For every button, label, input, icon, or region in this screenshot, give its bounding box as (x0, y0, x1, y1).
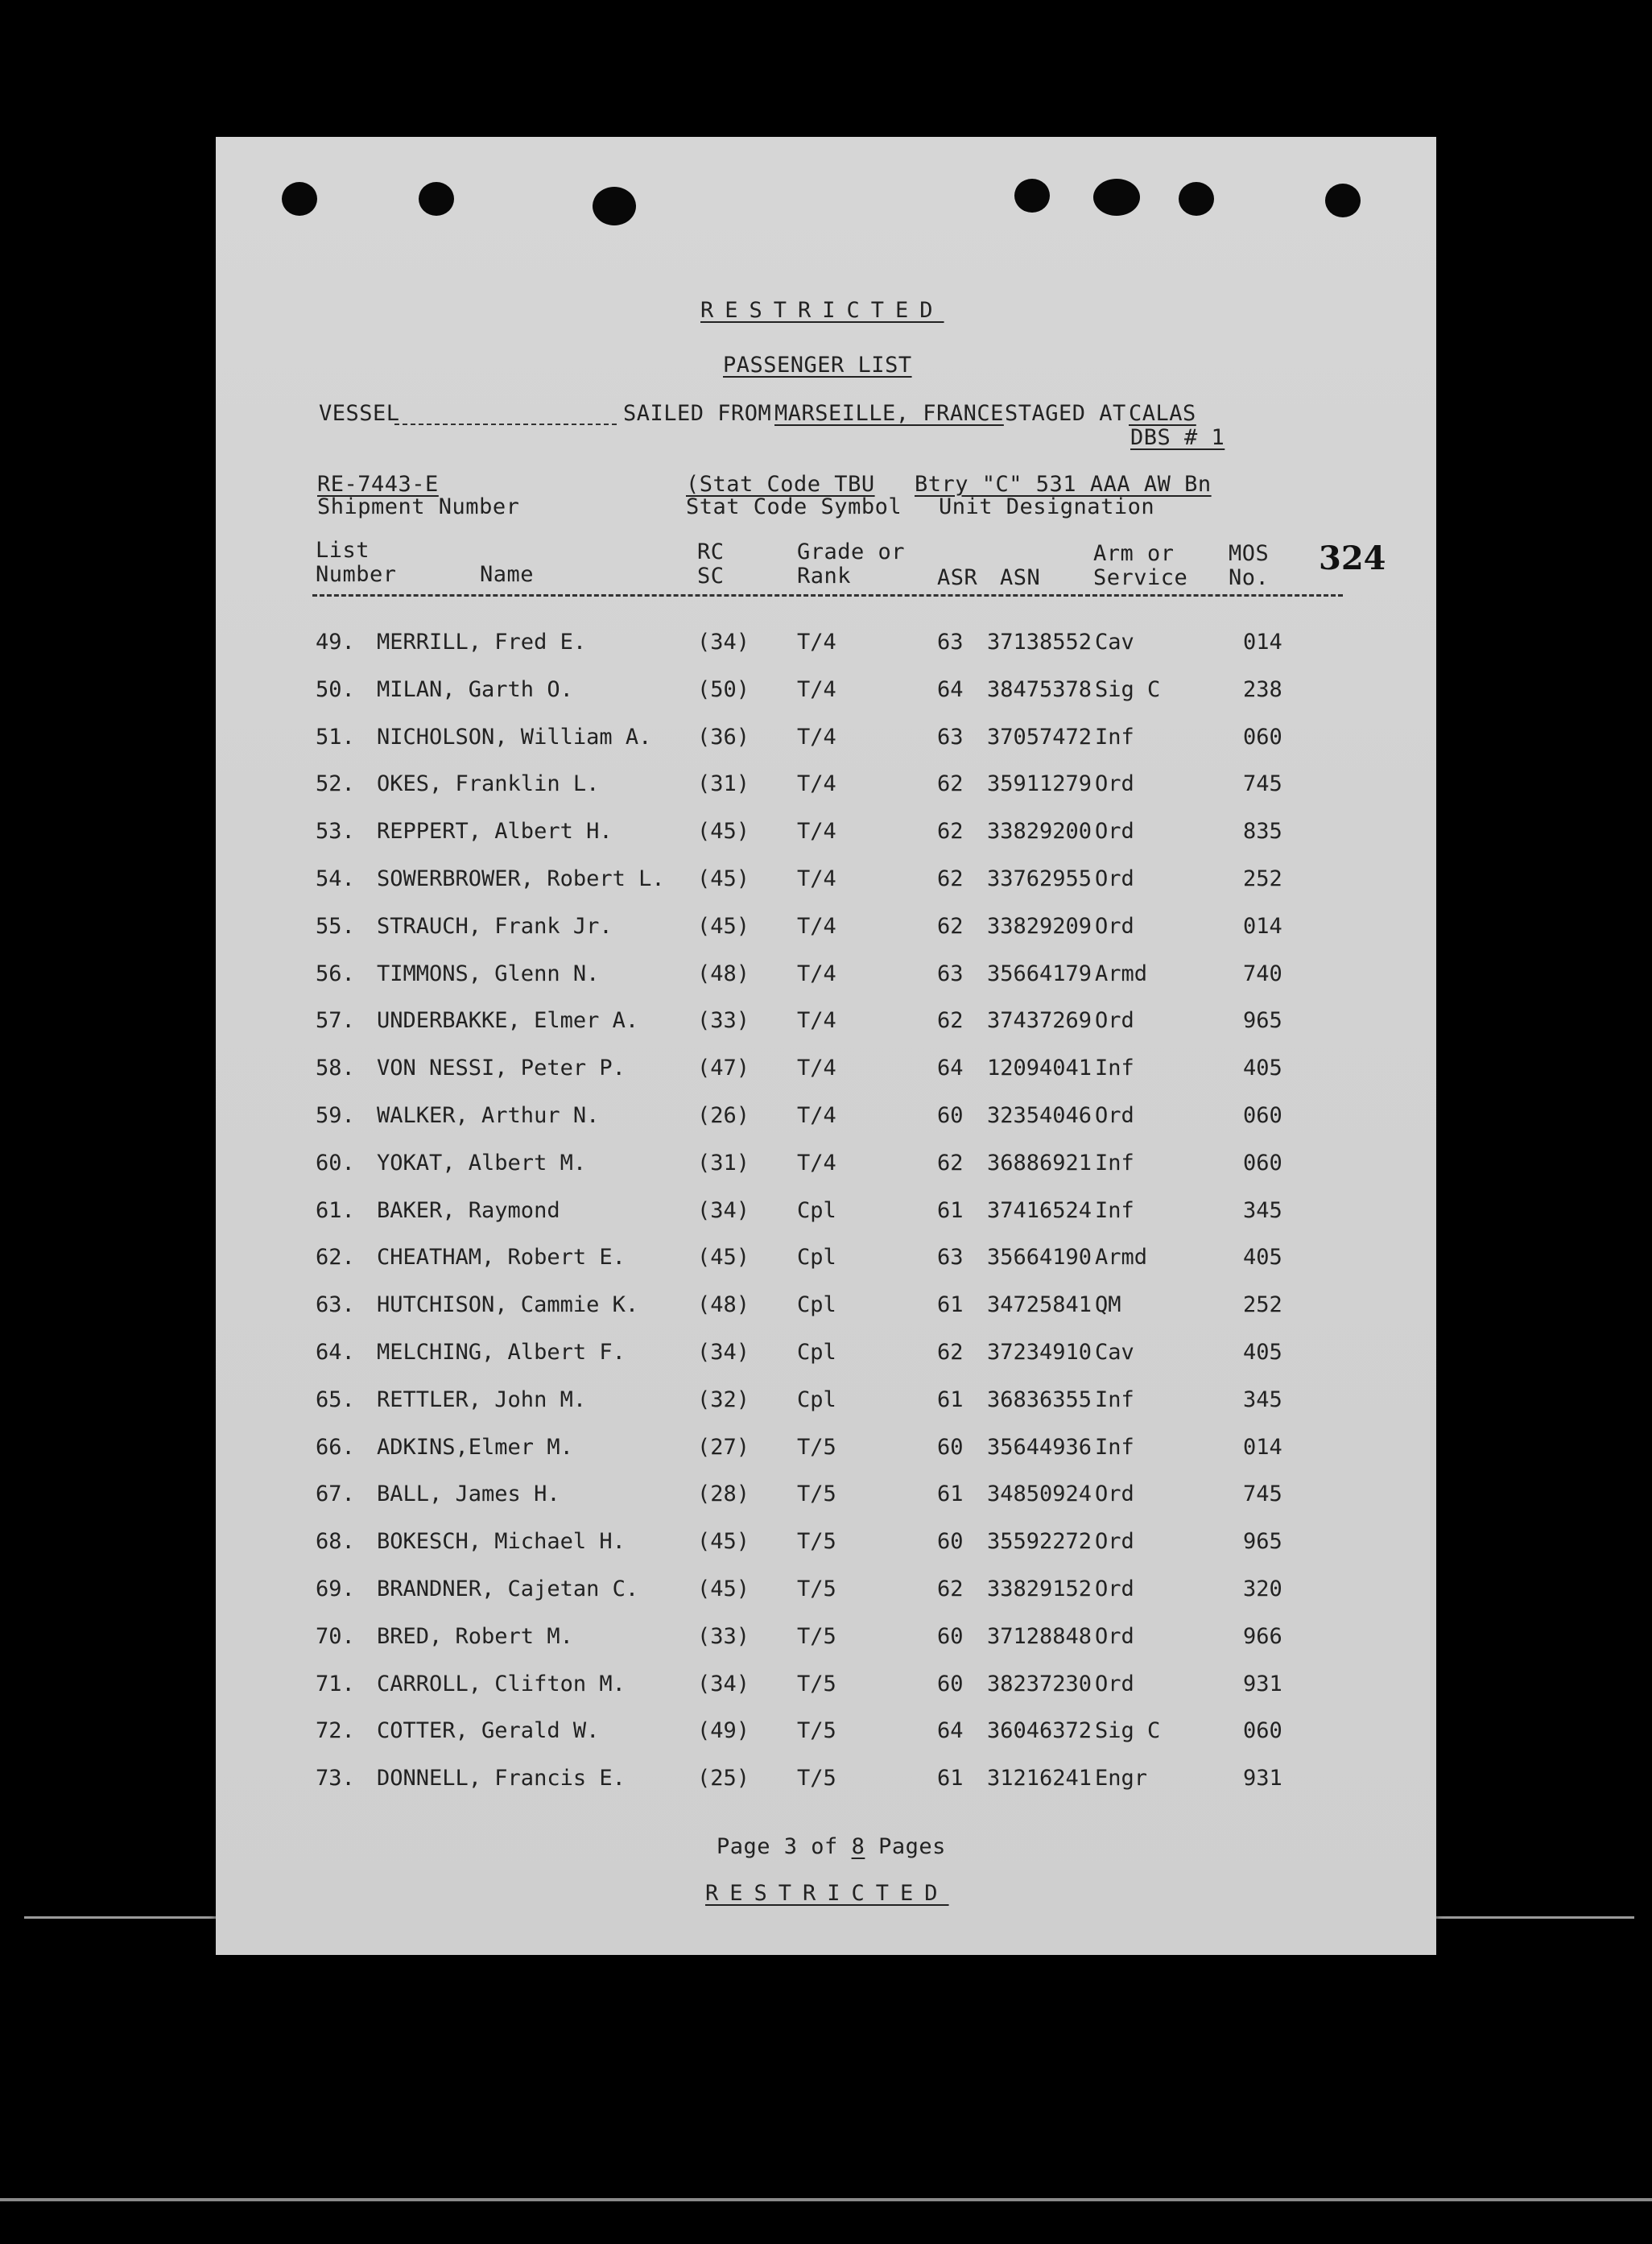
row-mos: 238 (1243, 676, 1282, 702)
row-list-number: 67. (316, 1482, 355, 1507)
row-asn: 37437269 (987, 1008, 1092, 1034)
col-grade-1: Grade or (797, 539, 906, 564)
row-name: WALKER, Arthur N. (377, 1103, 600, 1128)
row-grade: T/4 (797, 724, 836, 750)
shipment-number: RE-7443-E (317, 472, 439, 497)
row-grade: T/4 (797, 866, 836, 891)
row-rc-sc: (34) (697, 630, 750, 655)
table-row (216, 1340, 1436, 1372)
dbs-number: DBS # 1 (1130, 425, 1225, 450)
row-asn: 34725841 (987, 1292, 1092, 1318)
row-grade: T/4 (797, 1103, 836, 1128)
col-mos-2: No. (1229, 565, 1270, 590)
row-arm-service: Ord (1095, 1008, 1134, 1034)
row-mos: 745 (1243, 1482, 1282, 1507)
row-rc-sc: (31) (697, 771, 750, 797)
row-asn: 35911279 (987, 771, 1092, 797)
table-row (216, 1624, 1436, 1656)
row-asn: 36886921 (987, 1150, 1092, 1176)
row-asn: 31216241 (987, 1766, 1092, 1791)
row-arm-service: QM (1095, 1292, 1121, 1318)
row-mos: 060 (1243, 1718, 1282, 1744)
col-asr: ASR (937, 565, 978, 590)
page-count (717, 1834, 946, 1859)
row-list-number: 58. (316, 1056, 355, 1081)
row-list-number: 73. (316, 1766, 355, 1791)
row-grade: T/4 (797, 913, 836, 939)
col-name: Name (480, 562, 535, 587)
row-rc-sc: (48) (697, 961, 750, 986)
row-arm-service: Ord (1095, 1529, 1134, 1555)
row-arm-service: Ord (1095, 1671, 1134, 1696)
punch-hole (1325, 184, 1361, 217)
row-asn: 33829209 (987, 913, 1092, 939)
row-mos: 252 (1243, 1292, 1282, 1318)
row-asr: 62 (937, 913, 964, 939)
row-name: CARROLL, Clifton M. (377, 1671, 626, 1696)
row-asn: 34850924 (987, 1482, 1092, 1507)
row-asr: 60 (937, 1623, 964, 1649)
table-row (216, 677, 1436, 709)
row-name: MERRILL, Fred E. (377, 630, 587, 655)
row-name: BRANDNER, Cajetan C. (377, 1577, 639, 1601)
row-asr: 64 (937, 1718, 964, 1744)
row-name: NICHOLSON, William A. (377, 724, 652, 750)
table-row (216, 725, 1436, 757)
restricted-footer: RESTRICTED (705, 1881, 949, 1906)
row-grade: T/4 (797, 630, 836, 655)
document-title: PASSENGER LIST (723, 353, 912, 378)
row-arm-service: Cav (1095, 630, 1134, 655)
row-grade: Cpl (797, 1386, 836, 1412)
row-arm-service: Inf (1095, 724, 1134, 750)
table-row (216, 1198, 1436, 1230)
table-row (216, 1766, 1436, 1798)
row-asn: 37128848 (987, 1623, 1092, 1649)
row-mos: 405 (1243, 1245, 1282, 1271)
row-grade: T/4 (797, 771, 836, 797)
row-list-number: 59. (316, 1103, 355, 1128)
row-asr: 63 (937, 724, 964, 750)
row-arm-service: Ord (1095, 1103, 1134, 1128)
row-list-number: 57. (316, 1008, 355, 1034)
table-row (216, 1672, 1436, 1704)
row-rc-sc: (26) (697, 1103, 750, 1128)
table-row (216, 1056, 1436, 1088)
row-grade: Cpl (797, 1197, 836, 1223)
row-name: RETTLER, John M. (377, 1386, 587, 1412)
shipment-number-label: Shipment Number (317, 494, 520, 519)
row-rc-sc: (45) (697, 866, 750, 891)
row-arm-service: Inf (1095, 1150, 1134, 1176)
row-list-number: 68. (316, 1529, 355, 1555)
row-mos: 405 (1243, 1340, 1282, 1365)
row-rc-sc: (50) (697, 676, 750, 702)
col-arm-2: Service (1093, 565, 1188, 590)
col-list-number-1: List (316, 538, 370, 563)
vessel-label: VESSEL (319, 401, 400, 426)
row-mos: 835 (1243, 819, 1282, 845)
row-asn: 37057472 (987, 724, 1092, 750)
row-rc-sc: (28) (697, 1482, 750, 1507)
row-list-number: 66. (316, 1434, 355, 1460)
row-rc-sc: (45) (697, 1245, 750, 1271)
row-list-number: 72. (316, 1718, 355, 1744)
staged-at-label: STAGED AT (1005, 401, 1126, 426)
row-name: VON NESSI, Peter P. (377, 1056, 626, 1081)
row-arm-service: Inf (1095, 1197, 1134, 1223)
row-grade: T/5 (797, 1671, 836, 1696)
row-arm-service: Armd (1095, 1245, 1148, 1271)
table-row (216, 1387, 1436, 1420)
punch-hole (1179, 182, 1214, 216)
row-asr: 63 (937, 630, 964, 655)
table-row (216, 1292, 1436, 1324)
row-name: STRAUCH, Frank Jr. (377, 913, 613, 939)
table-row (216, 1529, 1436, 1561)
row-asr: 62 (937, 866, 964, 891)
row-asr: 64 (937, 1056, 964, 1081)
row-mos: 014 (1243, 1434, 1282, 1460)
row-name: BRED, Robert M. (377, 1623, 573, 1649)
page-stamp-number: 324 (1319, 539, 1386, 577)
row-mos: 320 (1243, 1577, 1282, 1601)
row-arm-service: Sig C (1095, 1718, 1161, 1744)
row-asn: 35644936 (987, 1434, 1092, 1460)
row-mos: 966 (1243, 1623, 1282, 1649)
table-row (216, 1008, 1436, 1040)
row-asr: 62 (937, 1577, 964, 1601)
row-mos: 745 (1243, 771, 1282, 797)
row-asr: 62 (937, 1150, 964, 1176)
row-list-number: 64. (316, 1340, 355, 1365)
row-arm-service: Inf (1095, 1056, 1134, 1081)
row-arm-service: Ord (1095, 1482, 1134, 1507)
row-rc-sc: (49) (697, 1718, 750, 1744)
table-row (216, 630, 1436, 662)
stat-code: (Stat Code TBU (686, 472, 875, 497)
row-grade: T/5 (797, 1434, 836, 1460)
row-asn: 38475378 (987, 676, 1092, 702)
row-mos: 014 (1243, 630, 1282, 655)
row-mos: 345 (1243, 1386, 1282, 1412)
table-row (216, 1245, 1436, 1277)
table-row (216, 1577, 1436, 1609)
row-list-number: 53. (316, 819, 355, 845)
unit-designation: Btry "C" 531 AAA AW Bn (915, 472, 1212, 497)
row-list-number: 54. (316, 866, 355, 891)
row-name: CHEATHAM, Robert E. (377, 1245, 626, 1271)
row-asr: 63 (937, 961, 964, 986)
punch-hole (1093, 179, 1140, 216)
row-grade: T/4 (797, 1056, 836, 1081)
row-asn: 33829152 (987, 1577, 1092, 1601)
table-row (216, 1718, 1436, 1750)
table-row (216, 914, 1436, 946)
row-name: BOKESCH, Michael H. (377, 1529, 626, 1555)
row-asr: 62 (937, 771, 964, 797)
row-asn: 35664179 (987, 961, 1092, 986)
sailed-from-value: MARSEILLE, FRANCE (774, 401, 1004, 426)
row-mos: 931 (1243, 1671, 1282, 1696)
row-arm-service: Inf (1095, 1434, 1134, 1460)
row-arm-service: Ord (1095, 1577, 1134, 1601)
table-row (216, 961, 1436, 994)
punch-hole (593, 187, 636, 225)
col-rc-1: RC (697, 539, 725, 564)
row-grade: Cpl (797, 1340, 836, 1365)
row-grade: T/4 (797, 676, 836, 702)
row-grade: T/5 (797, 1766, 836, 1791)
col-rc-2: SC (697, 564, 725, 589)
row-asn: 37138552 (987, 630, 1092, 655)
stat-code-label: Stat Code Symbol (686, 494, 902, 519)
row-name: DONNELL, Francis E. (377, 1766, 626, 1791)
row-asr: 61 (937, 1766, 964, 1791)
row-grade: T/4 (797, 1008, 836, 1034)
row-asn: 37416524 (987, 1197, 1092, 1223)
row-rc-sc: (32) (697, 1386, 750, 1412)
row-list-number: 61. (316, 1197, 355, 1223)
row-rc-sc: (45) (697, 1529, 750, 1555)
row-arm-service: Ord (1095, 819, 1134, 845)
punch-hole (1014, 179, 1050, 213)
sailed-from-label: SAILED FROM (623, 401, 772, 426)
row-grade: T/5 (797, 1577, 836, 1601)
row-mos: 405 (1243, 1056, 1282, 1081)
row-arm-service: Ord (1095, 913, 1134, 939)
row-rc-sc: (36) (697, 724, 750, 750)
row-asr: 60 (937, 1103, 964, 1128)
row-asn: 35664190 (987, 1245, 1092, 1271)
row-asr: 61 (937, 1482, 964, 1507)
row-list-number: 62. (316, 1245, 355, 1271)
table-row (216, 866, 1436, 899)
row-rc-sc: (27) (697, 1434, 750, 1460)
punch-hole (419, 182, 454, 216)
row-list-number: 56. (316, 961, 355, 986)
row-list-number: 63. (316, 1292, 355, 1318)
page-total: 8 (851, 1834, 865, 1859)
row-mos: 060 (1243, 1150, 1282, 1176)
table-row (216, 1103, 1436, 1135)
row-list-number: 60. (316, 1150, 355, 1176)
row-rc-sc: (48) (697, 1292, 750, 1318)
unit-designation-label: Unit Designation (939, 494, 1155, 519)
header-divider (312, 594, 1343, 597)
row-asr: 62 (937, 819, 964, 845)
staged-at-value: CALAS (1129, 401, 1196, 426)
row-list-number: 70. (316, 1623, 355, 1649)
row-arm-service: Inf (1095, 1386, 1134, 1412)
row-arm-service: Engr (1095, 1766, 1148, 1791)
row-asn: 38237230 (987, 1671, 1092, 1696)
row-name: YOKAT, Albert M. (377, 1150, 587, 1176)
table-row (216, 1435, 1436, 1467)
row-list-number: 55. (316, 913, 355, 939)
row-asn: 33829200 (987, 819, 1092, 845)
row-mos: 965 (1243, 1529, 1282, 1555)
row-list-number: 49. (316, 630, 355, 655)
row-mos: 345 (1243, 1197, 1282, 1223)
row-name: ADKINS,Elmer M. (377, 1434, 573, 1460)
col-asn: ASN (1000, 565, 1041, 590)
row-name: TIMMONS, Glenn N. (377, 961, 600, 986)
row-asn: 12094041 (987, 1056, 1092, 1081)
row-asr: 61 (937, 1386, 964, 1412)
row-list-number: 71. (316, 1671, 355, 1696)
row-arm-service: Armd (1095, 961, 1148, 986)
row-asn: 37234910 (987, 1340, 1092, 1365)
row-mos: 252 (1243, 866, 1282, 891)
row-name: HUTCHISON, Cammie K. (377, 1292, 639, 1318)
row-arm-service: Ord (1095, 866, 1134, 891)
row-rc-sc: (34) (697, 1197, 750, 1223)
row-mos: 060 (1243, 1103, 1282, 1128)
row-grade: T/4 (797, 961, 836, 986)
scan-edge-line-bottom (0, 2198, 1652, 2201)
row-asn: 35592272 (987, 1529, 1092, 1555)
row-rc-sc: (47) (697, 1056, 750, 1081)
row-asr: 62 (937, 1008, 964, 1034)
row-rc-sc: (33) (697, 1008, 750, 1034)
row-name: REPPERT, Albert H. (377, 819, 613, 845)
row-asr: 61 (937, 1292, 964, 1318)
row-arm-service: Ord (1095, 1623, 1134, 1649)
row-mos: 740 (1243, 961, 1282, 986)
row-arm-service: Ord (1095, 771, 1134, 797)
row-name: UNDERBAKKE, Elmer A. (377, 1008, 639, 1034)
row-asr: 61 (937, 1197, 964, 1223)
col-mos-1: MOS (1229, 541, 1270, 566)
row-grade: T/5 (797, 1623, 836, 1649)
row-list-number: 51. (316, 724, 355, 750)
row-name: OKES, Franklin L. (377, 771, 600, 797)
row-list-number: 65. (316, 1386, 355, 1412)
row-grade: T/5 (797, 1718, 836, 1744)
col-grade-2: Rank (797, 564, 852, 589)
col-arm-1: Arm or (1093, 541, 1175, 566)
row-asn: 36836355 (987, 1386, 1092, 1412)
row-name: BALL, James H. (377, 1482, 560, 1507)
table-row (216, 771, 1436, 804)
row-name: COTTER, Gerald W. (377, 1718, 600, 1744)
row-list-number: 50. (316, 676, 355, 702)
page-prefix: Page 3 of (717, 1834, 838, 1859)
row-grade: Cpl (797, 1245, 836, 1271)
document-page (216, 137, 1436, 1955)
vessel-blank (394, 424, 617, 425)
row-list-number: 52. (316, 771, 355, 797)
row-list-number: 69. (316, 1577, 355, 1601)
row-rc-sc: (31) (697, 1150, 750, 1176)
row-arm-service: Sig C (1095, 676, 1161, 702)
row-name: SOWERBROWER, Robert L. (377, 866, 665, 891)
row-rc-sc: (45) (697, 819, 750, 845)
row-arm-service: Cav (1095, 1340, 1134, 1365)
table-row (216, 819, 1436, 851)
punch-hole (282, 182, 317, 216)
row-asr: 62 (937, 1340, 964, 1365)
row-mos: 060 (1243, 724, 1282, 750)
row-rc-sc: (45) (697, 913, 750, 939)
row-rc-sc: (25) (697, 1766, 750, 1791)
row-asn: 33762955 (987, 866, 1092, 891)
row-asr: 63 (937, 1245, 964, 1271)
row-mos: 014 (1243, 913, 1282, 939)
row-asr: 64 (937, 676, 964, 702)
row-name: MILAN, Garth O. (377, 676, 573, 702)
row-asn: 36046372 (987, 1718, 1092, 1744)
row-grade: Cpl (797, 1292, 836, 1318)
row-rc-sc: (34) (697, 1340, 750, 1365)
row-mos: 965 (1243, 1008, 1282, 1034)
row-grade: T/5 (797, 1482, 836, 1507)
table-row (216, 1482, 1436, 1514)
row-asr: 60 (937, 1434, 964, 1460)
row-rc-sc: (45) (697, 1577, 750, 1601)
row-mos: 931 (1243, 1766, 1282, 1791)
row-name: BAKER, Raymond (377, 1197, 560, 1223)
row-name: MELCHING, Albert F. (377, 1340, 626, 1365)
row-rc-sc: (34) (697, 1671, 750, 1696)
row-asr: 60 (937, 1529, 964, 1555)
row-grade: T/4 (797, 1150, 836, 1176)
col-list-number-2: Number (316, 562, 397, 587)
row-rc-sc: (33) (697, 1623, 750, 1649)
row-asr: 60 (937, 1671, 964, 1696)
page-suffix: Pages (878, 1834, 946, 1859)
row-asn: 32354046 (987, 1103, 1092, 1128)
row-grade: T/4 (797, 819, 836, 845)
row-grade: T/5 (797, 1529, 836, 1555)
restricted-header: RESTRICTED (700, 298, 944, 323)
table-row (216, 1151, 1436, 1183)
